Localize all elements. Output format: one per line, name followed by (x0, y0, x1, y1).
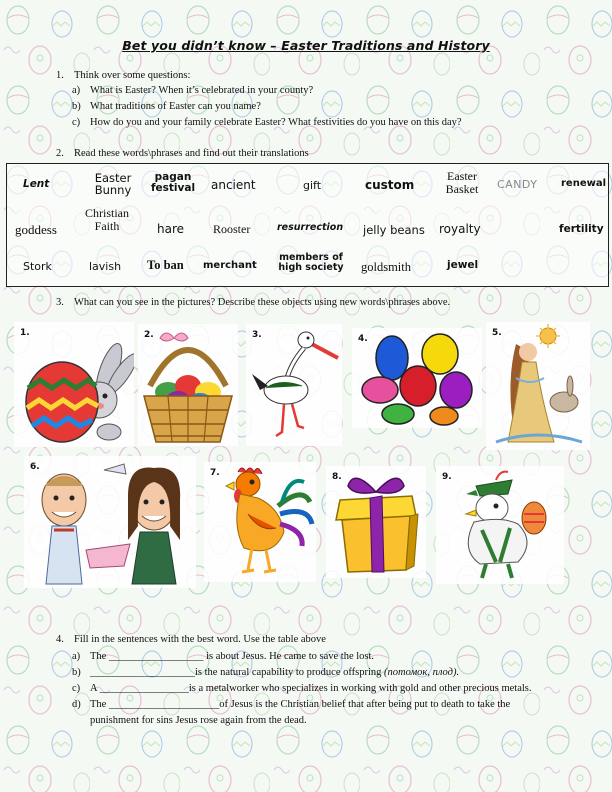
picture-number: 4. (358, 334, 368, 344)
word-cell: Rooster (213, 222, 251, 236)
stork-icon (246, 324, 342, 446)
word-cell: custom (365, 178, 415, 192)
picture-number: 9. (442, 472, 452, 482)
item-text: How do you and your family celebrate Easter? What festivities do you have on this day? (90, 117, 462, 128)
picture-9 (436, 466, 564, 584)
item-text: What is Easter? When it’s celebrated in your county? (90, 85, 314, 96)
question-2-number: 2. (56, 148, 64, 159)
gift-box-icon (326, 466, 426, 578)
word-cell: renewal (561, 178, 607, 189)
item-text: punishment for sins Jesus rose again from the dead. (90, 715, 307, 726)
picture-number: 2. (144, 330, 154, 340)
question-1-number: 1. (56, 70, 64, 81)
item-label: b) (72, 667, 81, 678)
picture-number: 5. (492, 328, 502, 338)
question-1 (56, 70, 191, 81)
word-cell: CANDY (497, 178, 538, 191)
item-text: The __________________ is about Jesus. He came to save the lost. (90, 651, 375, 662)
word-cell: members of high society (278, 252, 344, 273)
question-4-text: Fill in the sentences with the best word. Use the table above (74, 634, 326, 645)
word-cell: goldsmith (361, 260, 412, 274)
word-cell: Stork (23, 260, 52, 273)
word-cell: pagan festival (150, 171, 196, 195)
question-4-item-a (72, 651, 375, 662)
item-label: a) (72, 651, 81, 662)
picture-8 (326, 466, 426, 578)
item-translation: (потомок, плод). (384, 667, 460, 678)
question-3-number: 3. (56, 297, 64, 308)
picture-1 (14, 322, 134, 447)
question-1-item-b (72, 101, 261, 112)
question-3 (56, 297, 451, 308)
word-cell: To ban (147, 258, 184, 272)
picture-number: 6. (30, 462, 40, 472)
word-cell: jelly beans (363, 223, 425, 237)
word-cell: Easter Bunny (94, 171, 132, 198)
word-cell: royalty (439, 222, 481, 236)
word-cell: Lent (23, 178, 50, 190)
item-label: c) (72, 683, 81, 694)
picture-4 (352, 328, 482, 428)
picture-7 (204, 462, 316, 582)
word-cell: gift (303, 179, 322, 192)
picture-6 (24, 456, 196, 588)
word-cell: ancient (211, 178, 256, 192)
item-label: a) (72, 85, 81, 96)
easter-bunny-egg-icon (14, 322, 134, 447)
word-cell: jewel (447, 259, 479, 271)
question-4 (56, 634, 326, 645)
picture-3 (246, 324, 342, 446)
picture-2 (138, 324, 238, 446)
word-cell: merchant (203, 260, 257, 271)
hen-with-egg-icon (436, 466, 564, 584)
jelly-beans-icon (352, 328, 482, 428)
item-text: A _________________is a metalworker who specializes in working with gold and other precious metals. (90, 683, 532, 694)
word-cell: Christian Faith (85, 206, 129, 233)
item-label: b) (72, 101, 81, 112)
item-text: The _____________________of Jesus is the Christian belief that after being put to death to take the (90, 699, 511, 710)
word-cell: lavish (89, 260, 122, 273)
question-4-item-c (72, 683, 532, 694)
royal-couple-icon (24, 456, 196, 588)
page-title: Bet you didn’t know – Easter Traditions and History (122, 38, 490, 53)
question-2-text: Read these words\phrases and find out their translations (74, 148, 309, 159)
word-cell: Easter Basket (445, 169, 479, 196)
item-text: ____________________is the natural capability to produce offspring (90, 667, 385, 678)
picture-number: 1. (20, 328, 30, 338)
picture-number: 8. (332, 472, 342, 482)
rooster-icon (204, 462, 316, 582)
question-2 (56, 148, 309, 159)
picture-number: 7. (210, 468, 220, 478)
question-1-text: Think over some questions: (74, 70, 191, 81)
item-label: d) (72, 699, 81, 710)
question-4-item-d-continued (90, 715, 307, 726)
question-4-item-d (72, 699, 511, 710)
word-cell: fertility (559, 223, 604, 235)
question-1-item-c (72, 117, 462, 128)
picture-number: 3. (252, 330, 262, 340)
easter-basket-icon (138, 324, 238, 446)
picture-5 (486, 322, 590, 450)
question-1-item-a (72, 85, 314, 96)
vocabulary-table (6, 163, 609, 287)
question-3-text: What can you see in the pictures? Describe these objects using new words\phrases above. (74, 297, 451, 308)
word-cell: resurrection (277, 222, 344, 233)
word-cell: goddess (15, 222, 57, 237)
question-4-item-b (72, 667, 460, 678)
goddess-icon (486, 322, 590, 450)
item-text: What traditions of Easter can you name? (90, 101, 261, 112)
question-4-number: 4. (56, 634, 64, 645)
item-label: c) (72, 117, 81, 128)
word-cell: hare (157, 222, 185, 236)
